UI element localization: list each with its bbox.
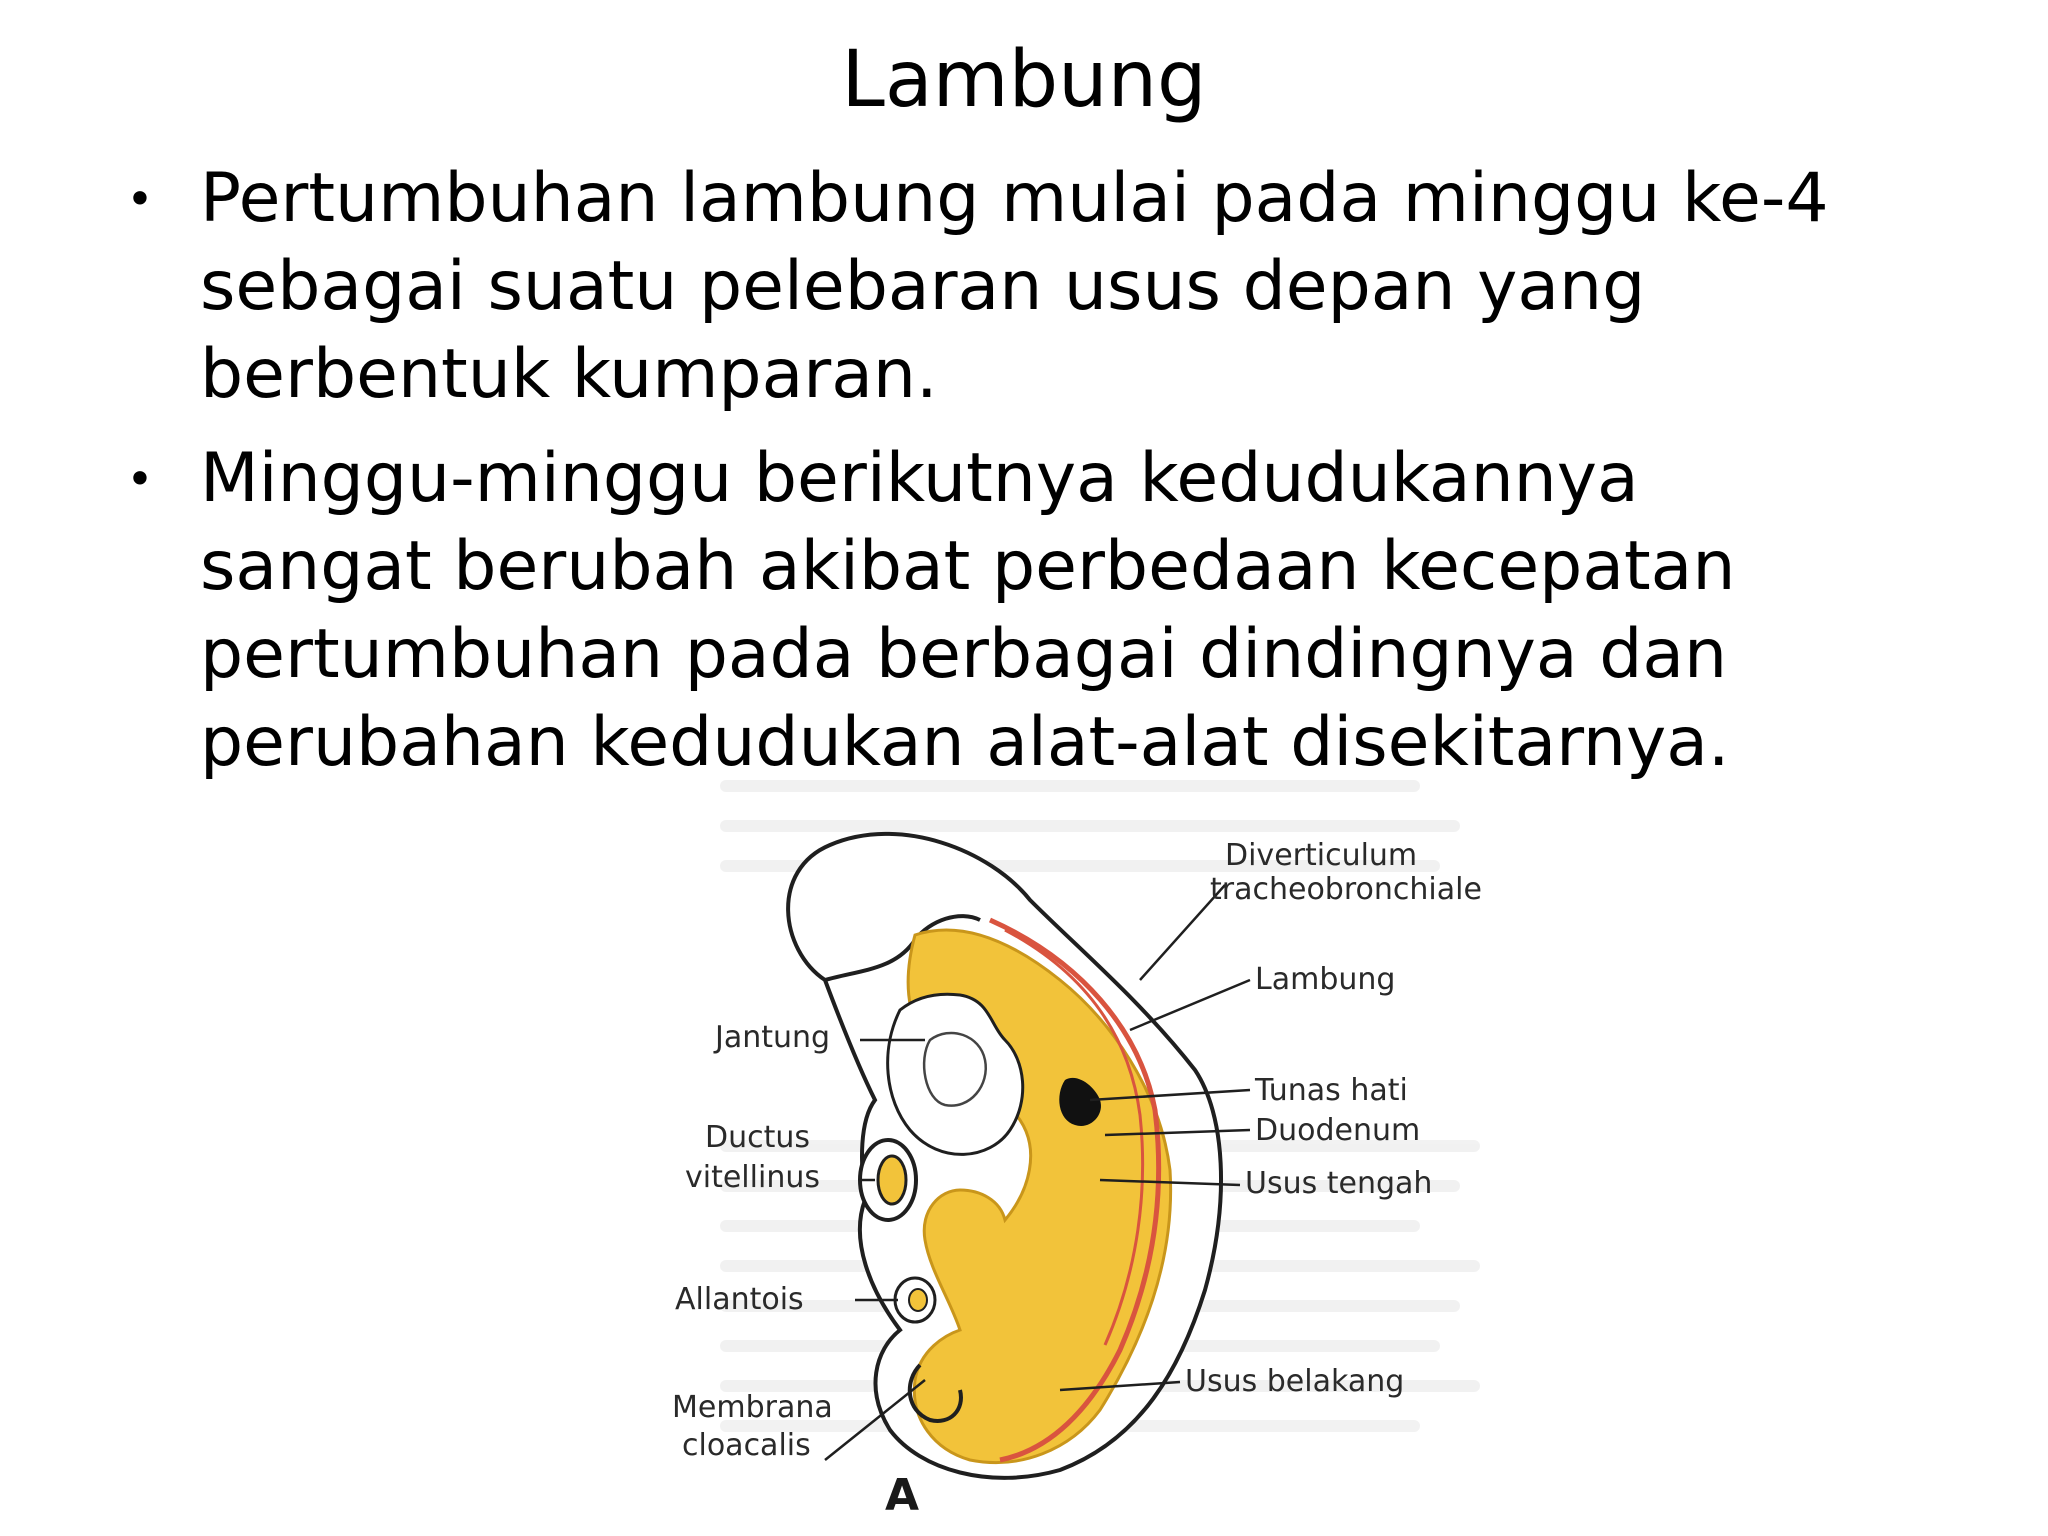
bullet-dot-icon: • <box>126 452 154 506</box>
bullet-line: sebagai suatu pelebaran usus depan yang <box>200 247 1646 326</box>
label-jantung: Jantung <box>715 1020 831 1055</box>
bullet-line: berbentuk kumparan. <box>200 335 938 414</box>
label-membrana-1: Membrana <box>672 1390 833 1425</box>
label-ductus-2: vitellinus <box>685 1160 820 1195</box>
label-diverticulum-1: Diverticulum <box>1225 838 1418 873</box>
label-ductus-1: Ductus <box>705 1120 811 1155</box>
panel-letter: A <box>885 1470 920 1521</box>
bullet-line: pertumbuhan pada berbagai dindingnya dan <box>200 615 1728 694</box>
label-usus-tengah: Usus tengah <box>1245 1166 1433 1201</box>
bullet-dot-icon: • <box>126 172 154 226</box>
label-membrana-2: cloacalis <box>682 1428 811 1463</box>
bullet-item-2 <box>120 435 1940 787</box>
bullet-line: Minggu-minggu berikutnya kedudukannya <box>200 439 1639 518</box>
slide-title: Lambung <box>841 35 1207 125</box>
label-usus-belakang: Usus belakang <box>1185 1364 1405 1399</box>
label-diverticulum-2: tracheobronchiale <box>1210 872 1482 907</box>
embryo-figure <box>660 770 1520 1530</box>
bullet-line: perubahan kedudukan alat-alat disekitarnya. <box>200 703 1730 782</box>
bullet-list <box>120 155 1940 803</box>
bullet-item-1 <box>120 155 1940 419</box>
label-allantois: Allantois <box>675 1282 804 1317</box>
label-tunas-hati: Tunas hati <box>1255 1073 1408 1108</box>
bullet-line: sangat berubah akibat perbedaan kecepatan <box>200 527 1736 606</box>
label-duodenum: Duodenum <box>1255 1113 1421 1148</box>
bullet-line: Pertumbuhan lambung mulai pada minggu ke-4 <box>200 159 1829 238</box>
label-lambung: Lambung <box>1255 962 1396 997</box>
